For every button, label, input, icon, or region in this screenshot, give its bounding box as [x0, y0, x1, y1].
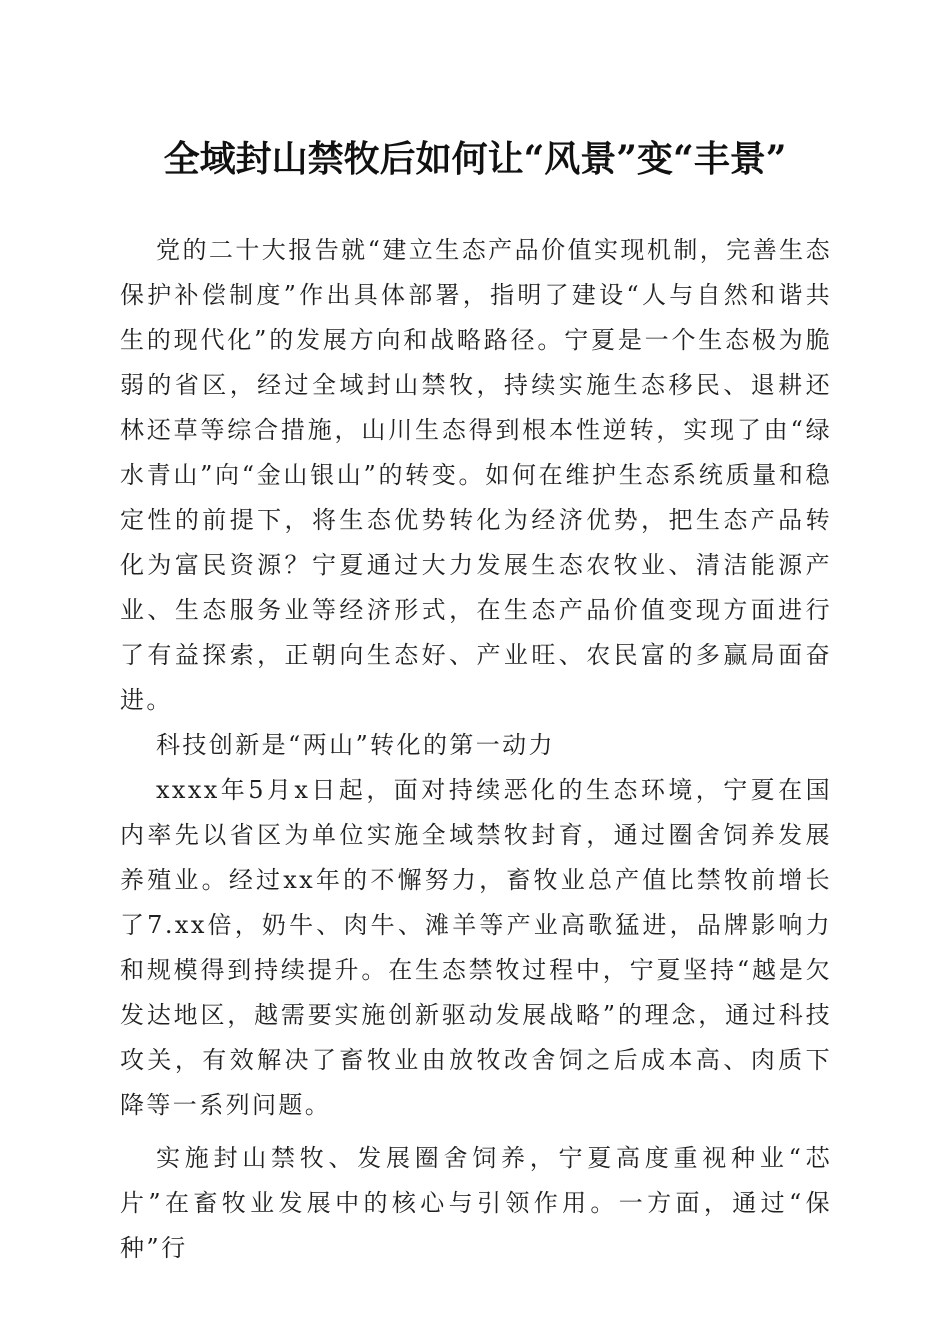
document-title: 全域封山禁牧后如何让“风景”变“丰景”: [163, 138, 787, 180]
document-body: [120, 228, 832, 1271]
section-heading: 科技创新是“两山”转化的第一动力: [156, 731, 555, 759]
paragraph-history: xxxx年5月x日起，面对持续恶化的生态环境，宁夏在国内率先以省区为单位实施全域禁牧封育，通过圈舍饲养发展养殖业。经过xx年的不懈努力，畜牧业总产值比禁牧前增长了7.xx倍，奶牛、肉牛、滩羊等产业高歌猛进，品牌影响力和规模得到持续提升。在生态禁牧过程中，宁夏坚持“越是欠发达地区，越需要实施创新驱动发展战略”的理念，通过科技攻关，有效解决了畜牧业由放牧改舍饲之后成本高、肉质下降等一系列问题。: [120, 776, 832, 1119]
paragraph-breeding: 实施封山禁牧、发展圈舍饲养，宁夏高度重视种业“芯片”在畜牧业发展中的核心与引领作用。一方面，通过“保种”行: [120, 1144, 832, 1262]
paragraph-intro: 党的二十大报告就“建立生态产品价值实现机制，完善生态保护补偿制度”作出具体部署，指明了建设“人与自然和谐共生的现代化”的发展方向和战略路径。宁夏是一个生态极为脆弱的省区，经过全域封山禁牧，持续实施生态移民、退耕还林还草等综合措施，山川生态得到根本性逆转，实现了由“绿水青山”向“金山银山”的转变。如何在维护生态系统质量和稳定性的前提下，将生态优势转化为经济优势，把生态产品转化为富民资源？宁夏通过大力发展生态农牧业、清洁能源产业、生态服务业等经济形式，在生态产品价值变现方面进行了有益探索，正朝向生态好、产业旺、农民富的多赢局面奋进。: [120, 236, 832, 714]
